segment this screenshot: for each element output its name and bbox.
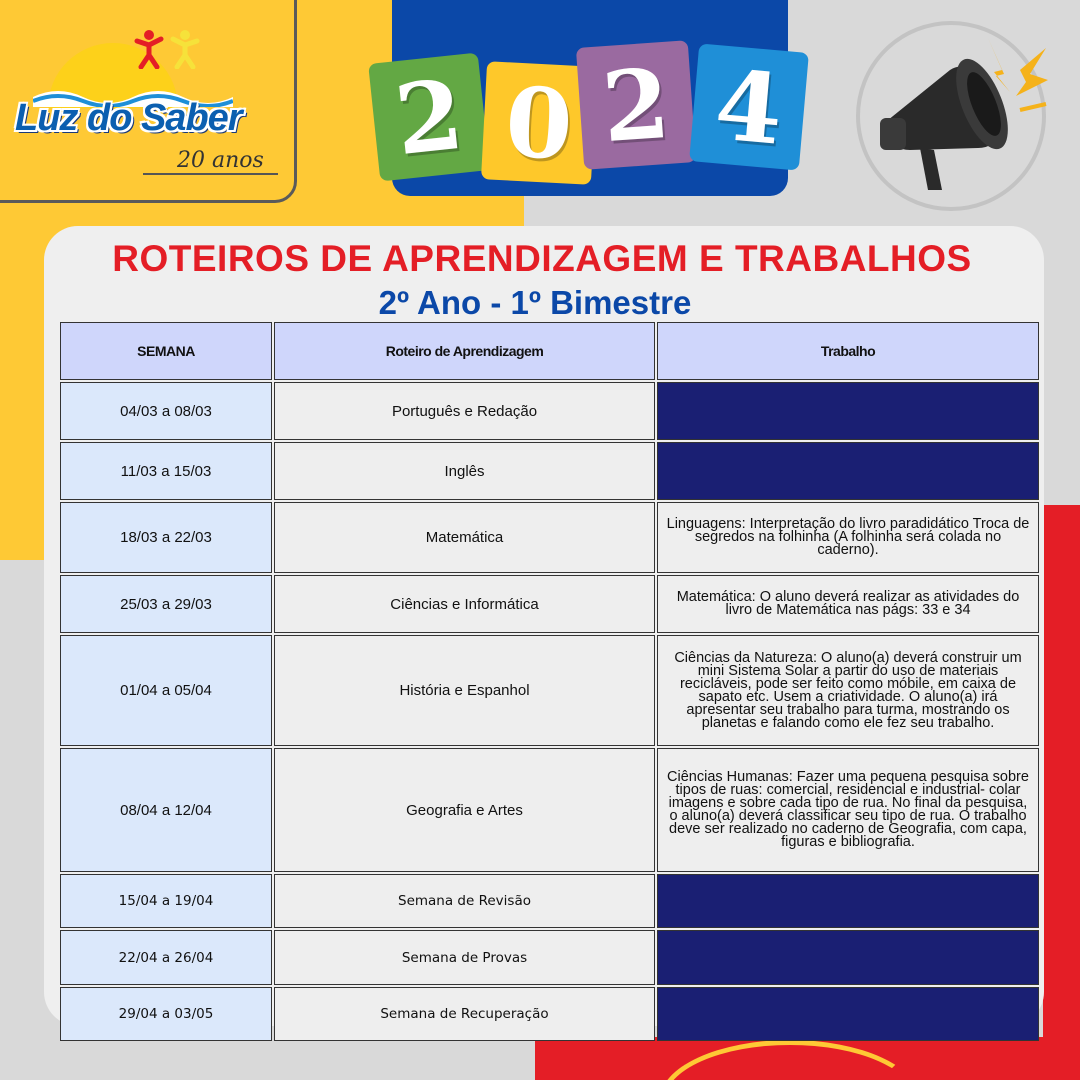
table-row — [60, 382, 1039, 440]
brand-name: Luz do Saber — [15, 97, 242, 139]
cell-semana: 04/03 a 08/03 — [60, 382, 272, 440]
cell-roteiro: Ciências e Informática — [274, 575, 655, 633]
cell-trabalho-empty — [657, 874, 1039, 928]
cell-roteiro: Inglês — [274, 442, 655, 500]
cell-trabalho: Ciências da Natureza: O aluno(a) deverá construir um mini Sistema Solar a partir do uso de materiais recicláveis, pode ser feito como móbile, em caixa de sapato etc. Usem a criatividade. O aluno(a) irá apresentar seu trabalho para turma, mostrando os planetas e falando como ele fez seu trabalho. — [657, 635, 1039, 746]
table-row — [60, 930, 1039, 985]
brand-subtitle: 20 anos — [177, 148, 264, 173]
table-header-row — [60, 322, 1039, 380]
lightning-icon — [1016, 48, 1048, 96]
page-title: ROTEIROS DE APRENDIZAGEM E TRABALHOS — [112, 238, 972, 279]
table-row — [60, 502, 1039, 573]
cell-roteiro: Semana de Provas — [274, 930, 655, 985]
header-roteiro: Roteiro de Aprendizagem — [274, 322, 655, 380]
table-row — [60, 635, 1039, 746]
cell-roteiro: Semana de Recuperação — [274, 987, 655, 1041]
cell-semana: 18/03 a 22/03 — [60, 502, 272, 573]
cell-trabalho-empty — [657, 930, 1039, 985]
cell-trabalho-empty — [657, 987, 1039, 1041]
cell-semana: 29/04 a 03/05 — [60, 987, 272, 1041]
brand-logo — [0, 0, 297, 203]
megaphone-icon — [870, 30, 1050, 200]
year-digit: 2 — [576, 40, 696, 170]
table-row — [60, 987, 1039, 1041]
cell-roteiro: Geografia e Artes — [274, 748, 655, 872]
cell-semana: 15/04 a 19/04 — [60, 874, 272, 928]
cell-trabalho: Ciências Humanas: Fazer uma pequena pesquisa sobre tipos de ruas: comercial, residencial e industrial- colar imagens e sobre cada tipo de rua. No final da pesquisa, o aluno(a) deverá classificar seu tipo de rua. O trabalho deve ser realizado no caderno de Geografia, com capa, figuras e bibliografia. — [657, 748, 1039, 872]
year-digit: 2 — [368, 53, 490, 182]
page-subtitle: 2º Ano - 1º Bimestre — [378, 284, 692, 321]
cell-semana: 08/04 a 12/04 — [60, 748, 272, 872]
table-row — [60, 442, 1039, 500]
header-semana: SEMANA — [60, 322, 272, 380]
divider — [143, 173, 278, 175]
cell-roteiro: Matemática — [274, 502, 655, 573]
cell-semana: 25/03 a 29/03 — [60, 575, 272, 633]
cell-roteiro: Semana de Revisão — [274, 874, 655, 928]
cell-trabalho-empty — [657, 382, 1039, 440]
table-row — [60, 874, 1039, 928]
year-digit: 4 — [689, 43, 809, 170]
table-row — [60, 575, 1039, 633]
background-red-stripe — [1043, 505, 1080, 1080]
people-icon — [127, 29, 207, 69]
cell-semana: 01/04 a 05/04 — [60, 635, 272, 746]
cell-semana: 11/03 a 15/03 — [60, 442, 272, 500]
cell-trabalho: Linguagens: Interpretação do livro paradidático Troca de segredos na folhinha (A folhinha será colada no caderno). — [657, 502, 1039, 573]
year-digit: 0 — [481, 61, 597, 185]
table-row — [60, 748, 1039, 872]
header-trabalho: Trabalho — [657, 322, 1039, 380]
cell-roteiro: História e Espanhol — [274, 635, 655, 746]
cell-roteiro: Português e Redação — [274, 382, 655, 440]
cell-trabalho: Matemática: O aluno deverá realizar as atividades do livro de Matemática nas págs: 33 e 34 — [657, 575, 1039, 633]
cell-trabalho-empty — [657, 442, 1039, 500]
cell-semana: 22/04 a 26/04 — [60, 930, 272, 985]
